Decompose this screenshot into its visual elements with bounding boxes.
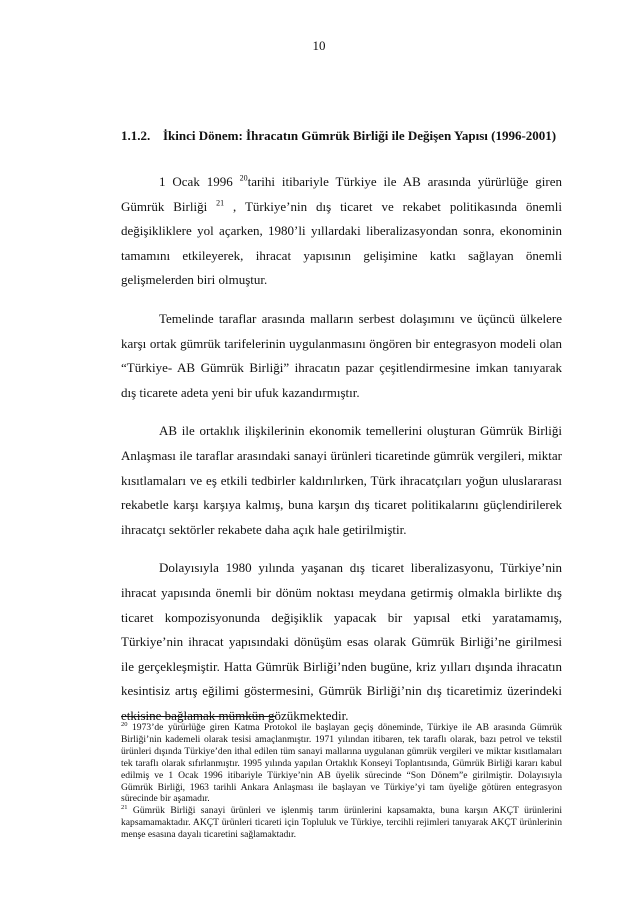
- section-number: 1.1.2.: [121, 128, 151, 143]
- paragraph-text: tarihi itibariyle Türkiye ile AB arasında yürürlüğe giren Gümrük Birliği: [121, 174, 562, 214]
- paragraph: Dolayısıyla 1980 yılında yaşanan dış ticaret liberalizasyonu, Türkiye’nin ihracat yapısında önemli bir dönüm noktası meydana getirmiş olmakla birlikte dış ticaret kompozisyonunda değişiklik yapacak bir yapısal etki yaratamamış, Türkiye’nin ihracat yapısındaki dönüşüm esas olarak Gümrük Birliği’ne girilmesi ile gerçekleşmiştir. Hatta Gümrük Birliği’nden bugüne, kriz yılları dışında ihracatın kesintisiz artış eğilimi göstermesini, Gümrük Birliği’nin dış ticaretimiz üzerindeki etkisine bağlamak mümkün gözükmektedir.: [121, 560, 562, 723]
- footnote-reference[interactable]: 21: [216, 198, 225, 208]
- footnote-text: 1973’de yürürlüğe giren Katma Protokol ile başlayan geçiş döneminde, Türkiye ile AB arasında Gümrük Birliği’nin kademeli olarak tesisi amaçlanmıştır. 1971 yılından itibaren, tek taraflı olarak, bazı petrol ve tekstil ürünleri dışında Türkiye’den ithal edilen tüm sanayi mallarına uygulanan gümrük vergileri ve miktar kısıtlamaları tek taraflı olarak sıfırlanmıştır. 1995 yılında yapılan Ortaklık Konseyi Toplantısında, Gümrük Birliği kararı kabul edilmiş ve 1 Ocak 1996 itibariyle Türkiye’nin AB üyelik sürecinde “Son Dönem”e girilmiştir. Dolayısıyla Gümrük Birliği, 1963 tarihli Ankara Anlaşması ile başlayan ve Türkiye’yi tam üyeliğe götüren entegrasyon sürecinde bir aşamadır.: [121, 722, 562, 805]
- paragraph-text: , Türkiye’nin dış ticaret ve rekabet politikasında önemli değişikliklere yol açarken, 1980’li yıllardaki liberalizasyondan sonra, ekonominin tamamını etkileyerek, ihracat yapısının gelişimine katkı sağlayan önemli gelişmelerden biri olmuştur.: [121, 198, 563, 288]
- footnotes: [121, 722, 562, 841]
- footnote-reference[interactable]: 20: [239, 173, 248, 183]
- footnote-mark: 21: [121, 804, 128, 812]
- section-title: İkinci Dönem: İhracatın Gümrük Birliği ile Değişen Yapısı (1996-2001): [163, 128, 557, 143]
- footnote: [121, 805, 562, 841]
- footnote-text: Gümrük Birliği sanayi ürünleri ve işlenmiş tarım ürünlerini kapsamakta, buna karşın AKÇT ürünlerini kapsamamaktadır. AKÇT ürünleri ticareti için Topluluk ve Türkiye, tercihli rejimleri tanıyarak AKÇT ürünlerinin menşe esasına dayalı ticaretini sağlamaktadır.: [121, 805, 562, 841]
- section-heading: [121, 128, 561, 144]
- body-text: [121, 170, 562, 742]
- paragraph: AB ile ortaklık ilişkilerinin ekonomik temellerini oluşturan Gümrük Birliği Anlaşması ile taraflar arasındaki sanayi ürünleri ticaretinde gümrük vergileri, miktar kısıtlamaları ve eş etkili tedbirler kaldırılırken, Türk ihracatçıları yoğun uluslararası rekabetle karşı karşıya kalmış, buna karşın dış ticaret politikalarını güçlendirilerek ihracatçı sektörler rekabete daha açık hale getirilmiştir.: [121, 423, 562, 537]
- paragraph: [121, 170, 562, 293]
- paragraph-text: 1 Ocak 1996: [159, 174, 240, 189]
- footnote: [121, 722, 562, 805]
- footnote-mark: 20: [121, 720, 128, 728]
- paragraph: Temelinde taraflar arasında malların serbest dolaşımını ve üçüncü ülkelere karşı ortak gümrük tarifelerinin uygulanmasını öngören bir entegrasyon modeli olan “Türkiye- AB Gümrük Birliği” ihracatın pazar çeşitlendirmesine imkan tanıyarak dış ticarete adeta yeni bir ufuk kazandırmıştır.: [121, 310, 562, 400]
- footnote-separator: [121, 716, 276, 717]
- page-number: 10: [312, 38, 326, 53]
